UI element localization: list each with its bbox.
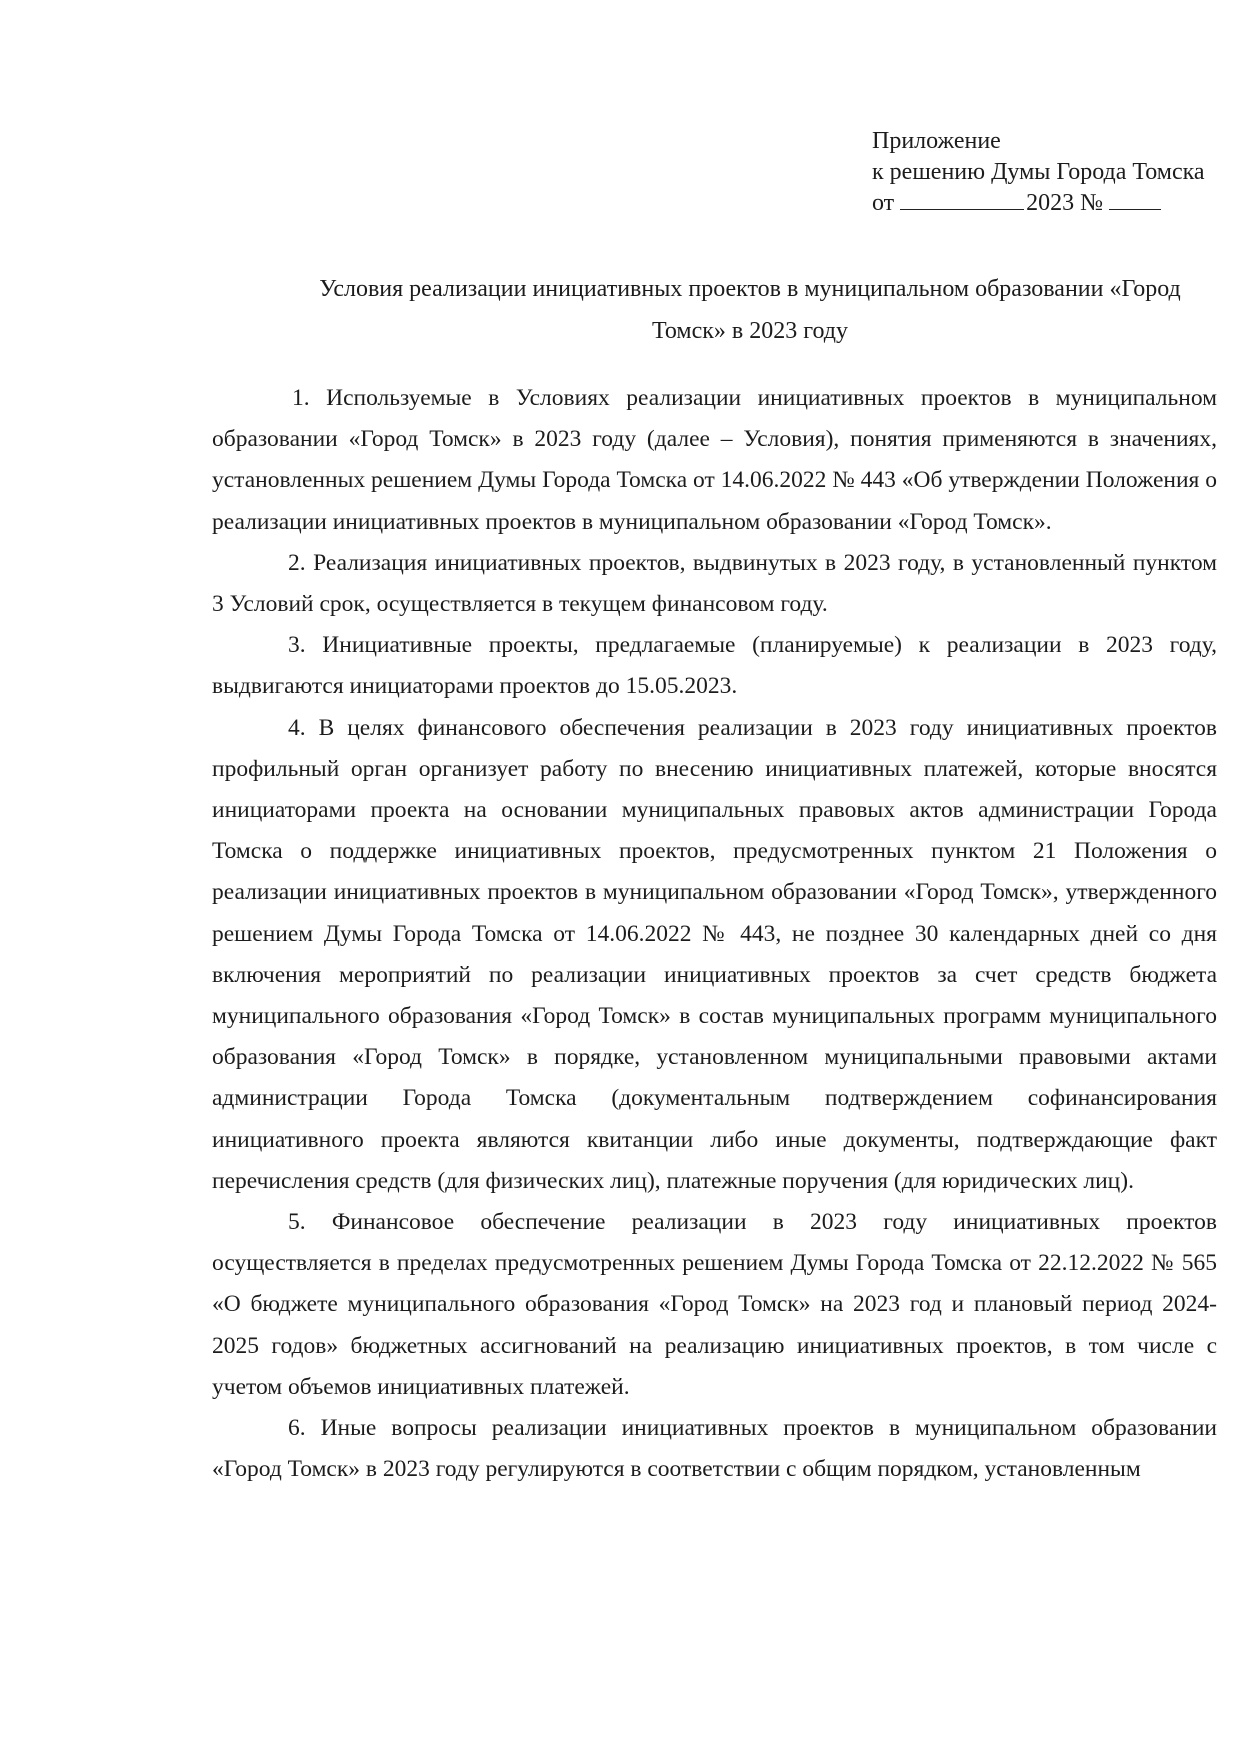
date-year-number: 2023 №	[1026, 190, 1104, 216]
date-prefix: от	[872, 190, 895, 216]
document-title	[270, 268, 1230, 352]
appendix-decision-ref: к решению Думы Города Томска	[872, 159, 1205, 185]
appendix-label: Приложение	[872, 128, 1001, 154]
date-blank-underline	[900, 189, 1024, 210]
paragraph-5: 5. Финансовое обеспечение реализации в 2023 году инициативных проектов осуществляется в пределах предусмотренных решением Думы Города Томска от 22.12.2022 № 565 «О бюджете муниципального образования «Город Томск» на 2023 год и плановый период 2024-2025 годов» бюджетных ассигнований на реализацию инициативных проектов, в том числе с учетом объемов инициативных платежей.	[212, 1209, 1217, 1400]
paragraph-2: 2. Реализация инициативных проектов, выдвинутых в 2023 году, в установленный пунктом 3 Условий срок, осуществляется в текущем финансовом году.	[212, 549, 1217, 618]
paragraph-3: 3. Инициативные проекты, предлагаемые (планируемые) к реализации в 2023 году, выдвигаются инициаторами проектов до 15.05.2023.	[212, 632, 1217, 700]
appendix-header	[872, 126, 1205, 219]
paragraph-4: 4. В целях финансового обеспечения реализации в 2023 году инициативных проектов профильный орган организует работу по внесению инициативных платежей, которые вносятся инициаторами проекта на основании муниципальных правовых актов администрации Города Томска о поддержке инициативных проектов, предусмотренных пунктом 21 Положения о реализации инициативных проектов в муниципальном образовании «Город Томск», утвержденного решением Думы Города Томска от 14.06.2022 № 443, не позднее 30 календарных дней со дня включения мероприятий по реализации инициативных проектов за счет средств бюджета муниципального образования «Город Томск» в состав муниципальных программ муниципального образования «Город Томск» в порядке, установленном муниципальными правовыми актами администрации Города Томска (документальным подтверждением софинансирования инициативного проекта являются квитанции либо иные документы, подтверждающие факт перечисления средств (для физических лиц), платежные поручения (для юридических лиц).	[212, 714, 1217, 1194]
title-line-1: Условия реализации инициативных проектов в муниципальном образовании «Город	[319, 276, 1181, 302]
paragraph-6: 6. Иные вопросы реализации инициативных проектов в муниципальном образовании «Город Томск» в 2023 году регулируются в соответствии с общим порядком, установленным	[212, 1415, 1217, 1483]
number-blank-underline	[1109, 189, 1161, 210]
document-body	[212, 378, 1217, 1490]
appendix-date-line	[872, 188, 1205, 219]
title-line-2: Томск» в 2023 году	[652, 318, 848, 344]
paragraph-1: 1. Используемые в Условиях реализации инициативных проектов в муниципальном образовании «Город Томск» в 2023 году (далее – Условия), понятия применяются в значениях, установленных решением Думы Города Томска от 14.06.2022 № 443 «Об утверждении Положения о реализации инициативных проектов в муниципальном образовании «Город Томск».	[212, 385, 1217, 535]
